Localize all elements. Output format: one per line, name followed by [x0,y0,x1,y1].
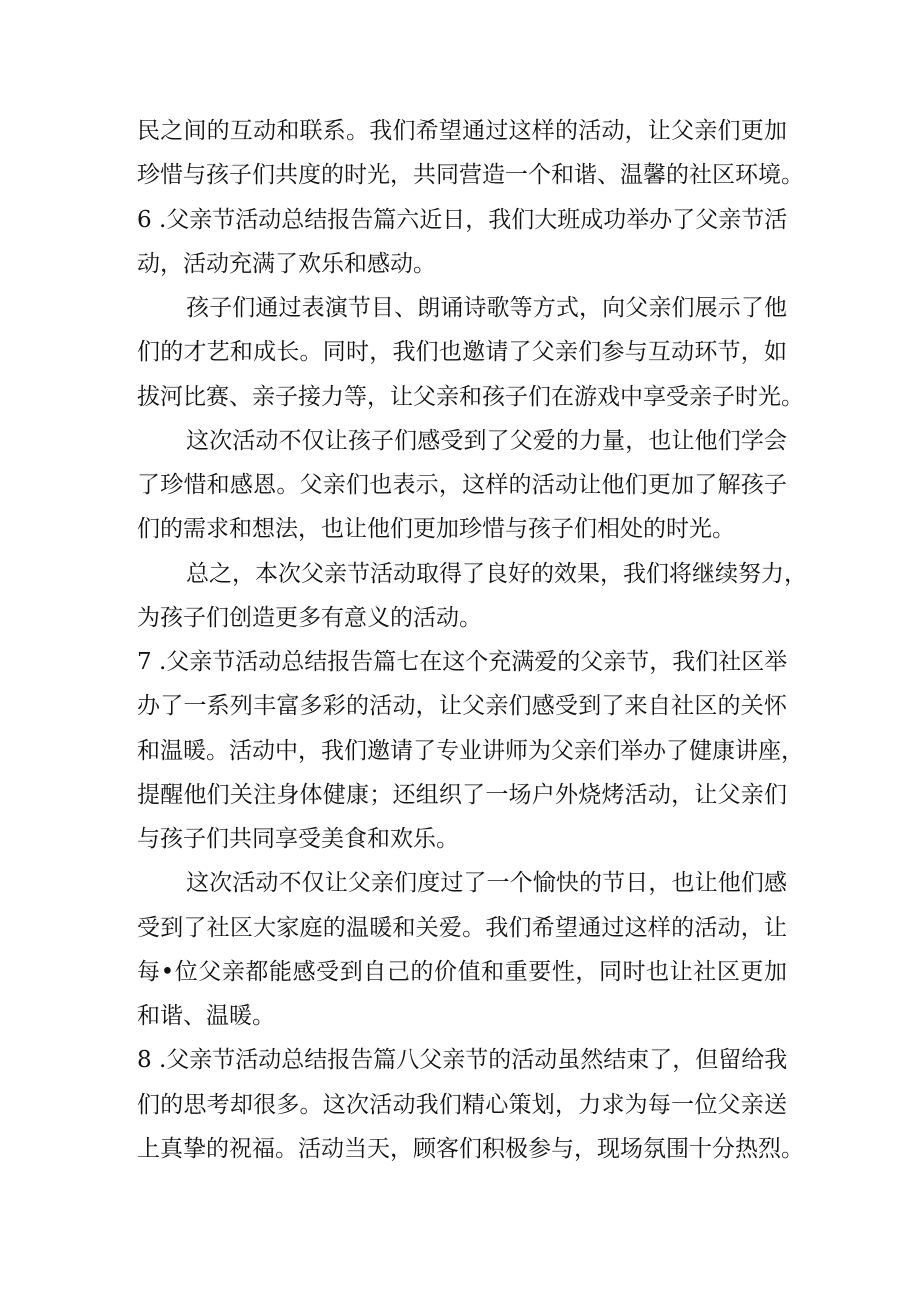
text-line: 上真挚的祝福。活动当天，顾客们积极参与，现场氛围十分热烈。 [137,1136,804,1162]
text-line: 民之间的互动和联系。我们希望通过这样的活动，让父亲们更加 [137,118,787,144]
text-line: 们的需求和想法，也让他们更加珍惜与孩子们相处的时光。 [137,516,735,542]
paragraph-first-line: 总之，本次父亲节活动取得了良好的效果，我们将继续努力， [186,561,807,587]
paragraph-first-line: 这次活动不仅让孩子们感受到了父爱的力量，也让他们学会 [186,428,787,454]
paragraph-first-line: 这次活动不仅让父亲们度过了一个愉快的节日，也让他们感 [186,870,787,896]
text-line: 办了一系列丰富多彩的活动，让父亲们感受到了来自社区的关怀 [137,693,787,719]
text-line: 和温暖。活动中，我们邀请了专业讲师为父亲们举办了健康讲座， [137,738,804,764]
text-line: 为孩子们创造更多有意义的活动。 [137,605,482,631]
text-line: 珍惜与孩子们共度的时光，共同营造一个和谐、温馨的社区环境。 [137,162,804,188]
text-line: 们的思考却很多。这次活动我们精心策划，力求为每一位父亲送 [137,1092,787,1118]
section-heading-7: 7 .父亲节活动总结报告篇七在这个充满爱的父亲节，我们社区举 [137,649,788,675]
text-line: 了珍惜和感恩。父亲们也表示，这样的活动让他们更加了解孩子 [137,472,787,498]
text-line: 与孩子们共同享受美食和欢乐。 [137,826,459,852]
section-heading-8: 8 .父亲节活动总结报告篇八父亲节的活动虽然结束了，但留给我 [137,1047,788,1073]
text-line: 动，活动充满了欢乐和感动。 [137,251,436,277]
text-line: 和谐、温暖。 [137,1003,275,1029]
text-line: 提醒他们关注身体健康；还组织了一场户外烧烤活动，让父亲们 [137,782,787,808]
paragraph-first-line: 孩子们通过表演节目、朗诵诗歌等方式，向父亲们展示了他 [186,295,787,321]
text-line: 们的才艺和成长。同时，我们也邀请了父亲们参与互动环节，如 [137,339,787,365]
text-line: 受到了社区大家庭的温暖和关爱。我们希望通过这样的活动，让 [137,915,787,941]
text-line: 每•位父亲都能感受到自己的价值和重要性，同时也让社区更加 [137,959,787,985]
section-heading-6: 6 .父亲节活动总结报告篇六近日，我们大班成功举办了父亲节活 [137,207,788,233]
text-line: 拔河比赛、亲子接力等，让父亲和孩子们在游戏中享受亲子时光。 [137,384,804,410]
